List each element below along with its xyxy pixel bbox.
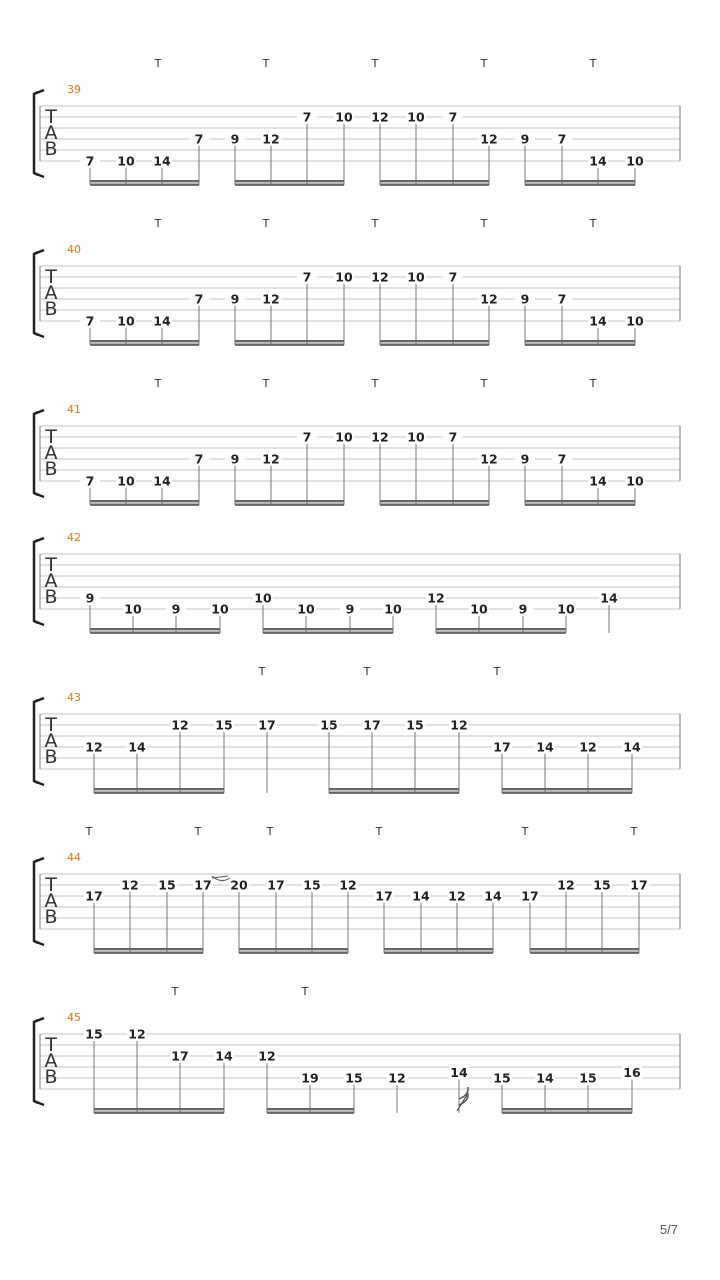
tap-marker: T [85, 825, 93, 838]
fret-number: 14 [450, 1065, 468, 1080]
fret-number: 7 [302, 109, 312, 125]
tab-system [34, 57, 680, 186]
fret-number: 7 [557, 131, 567, 147]
beam-primary [90, 628, 220, 630]
fret-number: 12 [371, 269, 389, 285]
fret-number: 12 [128, 1026, 146, 1042]
fret-number: 17 [171, 1048, 189, 1064]
measure-number: 40 [67, 243, 81, 256]
fret-number: 10 [407, 109, 425, 125]
measure-number: 44 [67, 851, 81, 864]
fret-number: 14 [589, 153, 607, 169]
fret-number: 10 [335, 109, 353, 125]
tab-clef-letter: A [44, 570, 58, 592]
tab-clef-letter: B [44, 746, 58, 768]
system-bracket [34, 858, 44, 945]
beam-primary [94, 948, 203, 950]
beam-primary [502, 1108, 632, 1110]
fret-number: 9 [171, 601, 181, 617]
tap-marker: T [266, 825, 274, 838]
tab-system [34, 377, 680, 506]
tap-marker: T [371, 377, 379, 390]
beam-primary [525, 500, 635, 502]
fret-number: 12 [371, 429, 389, 445]
tap-marker: T [480, 377, 488, 390]
tab-clef-letter: A [44, 730, 58, 752]
fret-number: 7 [557, 451, 567, 467]
page-number: 5/7 [659, 1222, 678, 1237]
tap-marker: T [589, 217, 597, 230]
beam-secondary [380, 344, 489, 346]
tab-clef-letter: T [45, 426, 57, 448]
fret-number: 14 [623, 739, 641, 755]
system-bracket [34, 538, 44, 625]
beam-primary [239, 948, 348, 950]
fret-number: 15 [593, 877, 611, 893]
fret-number: 12 [339, 877, 357, 893]
fret-number: 10 [117, 473, 135, 489]
tab-clef-letter: T [45, 266, 57, 288]
fret-number: 9 [230, 451, 240, 467]
system-bracket [34, 410, 44, 497]
tab-system [34, 531, 680, 634]
fret-number: 15 [320, 717, 338, 733]
beam-secondary [525, 344, 635, 346]
tap-marker: T [262, 377, 270, 390]
fret-number: 7 [85, 313, 95, 329]
fret-number: 15 [406, 717, 424, 733]
beam-primary [525, 180, 635, 182]
tap-marker: T [493, 665, 501, 678]
fret-number: 12 [171, 717, 189, 733]
fret-number: 10 [557, 601, 575, 617]
fret-number: 7 [302, 429, 312, 445]
fret-number: 14 [589, 313, 607, 329]
beam-secondary [239, 952, 348, 954]
beam-secondary [267, 1112, 354, 1114]
fret-number: 12 [121, 877, 139, 893]
fret-number: 12 [427, 590, 445, 606]
fret-number: 10 [117, 313, 135, 329]
tap-marker: T [301, 985, 309, 998]
fret-number: 17 [375, 888, 393, 904]
fret-number: 14 [589, 473, 607, 489]
measure-number: 42 [67, 531, 81, 544]
tab-clef-letter: B [44, 298, 58, 320]
fret-number: 9 [520, 291, 530, 307]
beam-secondary [90, 184, 199, 186]
tab-system [34, 665, 680, 794]
beam-primary [90, 180, 199, 182]
tab-clef-letter: A [44, 1050, 58, 1072]
measure-number: 45 [67, 1011, 81, 1024]
tab-clef-letter: A [44, 282, 58, 304]
fret-number: 14 [215, 1048, 233, 1064]
beam-primary [530, 948, 639, 950]
fret-number: 12 [85, 739, 103, 755]
beam-secondary [525, 184, 635, 186]
tap-marker: T [480, 57, 488, 70]
fret-number: 10 [407, 429, 425, 445]
fret-number: 12 [388, 1070, 406, 1086]
tap-marker: T [375, 825, 383, 838]
fret-number: 10 [297, 601, 315, 617]
tab-clef-letter: B [44, 458, 58, 480]
tab-clef-letter: A [44, 122, 58, 144]
fret-number: 7 [448, 109, 458, 125]
beam-secondary [384, 952, 493, 954]
beam-secondary [94, 952, 203, 954]
fret-number: 7 [302, 269, 312, 285]
tap-marker: T [171, 985, 179, 998]
fret-number: 10 [211, 601, 229, 617]
fret-number: 15 [215, 717, 233, 733]
fret-number: 12 [258, 1048, 276, 1064]
fret-number: 9 [230, 131, 240, 147]
fret-number: 17 [493, 739, 511, 755]
tap-marker: T [589, 57, 597, 70]
beam-secondary [90, 504, 199, 506]
fret-number: 12 [480, 291, 498, 307]
fret-number: 9 [230, 291, 240, 307]
tap-marker: T [480, 217, 488, 230]
fret-number: 10 [254, 590, 272, 606]
fret-number: 15 [579, 1070, 597, 1086]
fret-number: 12 [262, 131, 280, 147]
fret-number: 15 [345, 1070, 363, 1086]
fret-number: 10 [384, 601, 402, 617]
beam-primary [267, 1108, 354, 1110]
beam-secondary [436, 632, 566, 634]
fret-number: 12 [480, 131, 498, 147]
tab-clef-letter: T [45, 874, 57, 896]
tab-clef-letter: B [44, 138, 58, 160]
fret-number: 12 [448, 888, 466, 904]
fret-number: 14 [484, 888, 502, 904]
beam-primary [235, 180, 344, 182]
beam-primary [329, 788, 459, 790]
beam-primary [380, 180, 489, 182]
beam-primary [384, 948, 493, 950]
fret-number: 7 [448, 269, 458, 285]
fret-number: 10 [470, 601, 488, 617]
fret-number: 10 [117, 153, 135, 169]
fret-number: 9 [518, 601, 528, 617]
beam-primary [90, 340, 199, 342]
fret-number: 17 [363, 717, 381, 733]
fret-number: 9 [520, 451, 530, 467]
system-bracket [34, 698, 44, 785]
tap-marker: T [630, 825, 638, 838]
tab-clef-letter: T [45, 106, 57, 128]
fret-number: 12 [371, 109, 389, 125]
fret-number: 15 [158, 877, 176, 893]
measure-number: 43 [67, 691, 81, 704]
fret-number: 17 [630, 877, 648, 893]
beam-secondary [502, 1112, 632, 1114]
fret-number: 10 [626, 313, 644, 329]
fret-number: 17 [521, 888, 539, 904]
tap-marker: T [154, 217, 162, 230]
beam-secondary [235, 504, 344, 506]
beam-secondary [502, 792, 632, 794]
beam-secondary [235, 184, 344, 186]
fret-number: 12 [450, 717, 468, 733]
fret-number: 17 [267, 877, 285, 893]
tap-marker: T [194, 825, 202, 838]
tap-marker: T [154, 57, 162, 70]
fret-number: 12 [579, 739, 597, 755]
fret-number: 14 [153, 153, 171, 169]
tap-marker: T [521, 825, 529, 838]
beam-primary [502, 788, 632, 790]
tab-clef-letter: T [45, 714, 57, 736]
fret-number: 10 [335, 429, 353, 445]
fret-number: 12 [262, 291, 280, 307]
fret-number: 17 [194, 877, 212, 893]
tab-clef-letter: B [44, 1066, 58, 1088]
fret-number: 10 [124, 601, 142, 617]
fret-number: 14 [600, 590, 618, 606]
tab-clef-letter: B [44, 586, 58, 608]
system-bracket [34, 90, 44, 177]
fret-number: 14 [536, 739, 554, 755]
fret-number: 7 [85, 473, 95, 489]
fret-number: 14 [128, 739, 146, 755]
beam-primary [235, 340, 344, 342]
beam-secondary [90, 344, 199, 346]
beam-primary [525, 340, 635, 342]
tab-clef-letter: T [45, 554, 57, 576]
beam-secondary [263, 632, 393, 634]
tab-clef-letter: A [44, 442, 58, 464]
beam-primary [380, 340, 489, 342]
tap-marker: T [371, 217, 379, 230]
slide-mark [212, 876, 230, 881]
fret-number: 7 [194, 451, 204, 467]
beam-secondary [525, 504, 635, 506]
beam-primary [263, 628, 393, 630]
fret-number: 9 [85, 590, 95, 606]
beam-primary [94, 1108, 224, 1110]
measure-number: 39 [67, 83, 81, 96]
fret-number: 14 [412, 888, 430, 904]
fret-number: 7 [194, 131, 204, 147]
beam-secondary [90, 632, 220, 634]
fret-number: 15 [493, 1070, 511, 1086]
fret-number: 12 [557, 877, 575, 893]
fret-number: 15 [85, 1026, 103, 1042]
fret-number: 17 [85, 888, 103, 904]
tab-clef-letter: B [44, 906, 58, 928]
tap-marker: T [262, 217, 270, 230]
fret-number: 7 [85, 153, 95, 169]
fret-number: 7 [448, 429, 458, 445]
fret-number: 9 [520, 131, 530, 147]
fret-number: 19 [301, 1070, 319, 1086]
tab-clef-letter: A [44, 890, 58, 912]
beam-primary [94, 788, 224, 790]
measure-number: 41 [67, 403, 81, 416]
tap-marker: T [154, 377, 162, 390]
system-bracket [34, 250, 44, 337]
beam-primary [380, 500, 489, 502]
fret-number: 10 [407, 269, 425, 285]
fret-number: 17 [258, 717, 276, 733]
fret-number: 14 [153, 473, 171, 489]
tap-marker: T [589, 377, 597, 390]
fret-number: 14 [536, 1070, 554, 1086]
tap-marker: T [363, 665, 371, 678]
beam-secondary [329, 792, 459, 794]
tab-clef-letter: T [45, 1034, 57, 1056]
beam-primary [235, 500, 344, 502]
fret-number: 12 [262, 451, 280, 467]
beam-secondary [235, 344, 344, 346]
fret-number: 7 [557, 291, 567, 307]
fret-number: 7 [194, 291, 204, 307]
beam-secondary [94, 792, 224, 794]
fret-number: 10 [335, 269, 353, 285]
beam-secondary [380, 184, 489, 186]
fret-number: 20 [230, 877, 248, 893]
fret-number: 15 [303, 877, 321, 893]
tab-system [34, 985, 680, 1114]
tap-marker: T [258, 665, 266, 678]
fret-number: 10 [626, 153, 644, 169]
beam-primary [90, 500, 199, 502]
tap-marker: T [262, 57, 270, 70]
tap-marker: T [371, 57, 379, 70]
system-bracket [34, 1018, 44, 1105]
fret-number: 12 [480, 451, 498, 467]
beam-primary [436, 628, 566, 630]
fret-number: 16 [623, 1065, 641, 1080]
fret-number: 10 [626, 473, 644, 489]
tab-system [34, 217, 680, 346]
tab-system [34, 825, 680, 954]
fret-number: 9 [345, 601, 355, 617]
beam-secondary [530, 952, 639, 954]
beam-secondary [380, 504, 489, 506]
beam-secondary [94, 1112, 224, 1114]
fret-number: 14 [153, 313, 171, 329]
